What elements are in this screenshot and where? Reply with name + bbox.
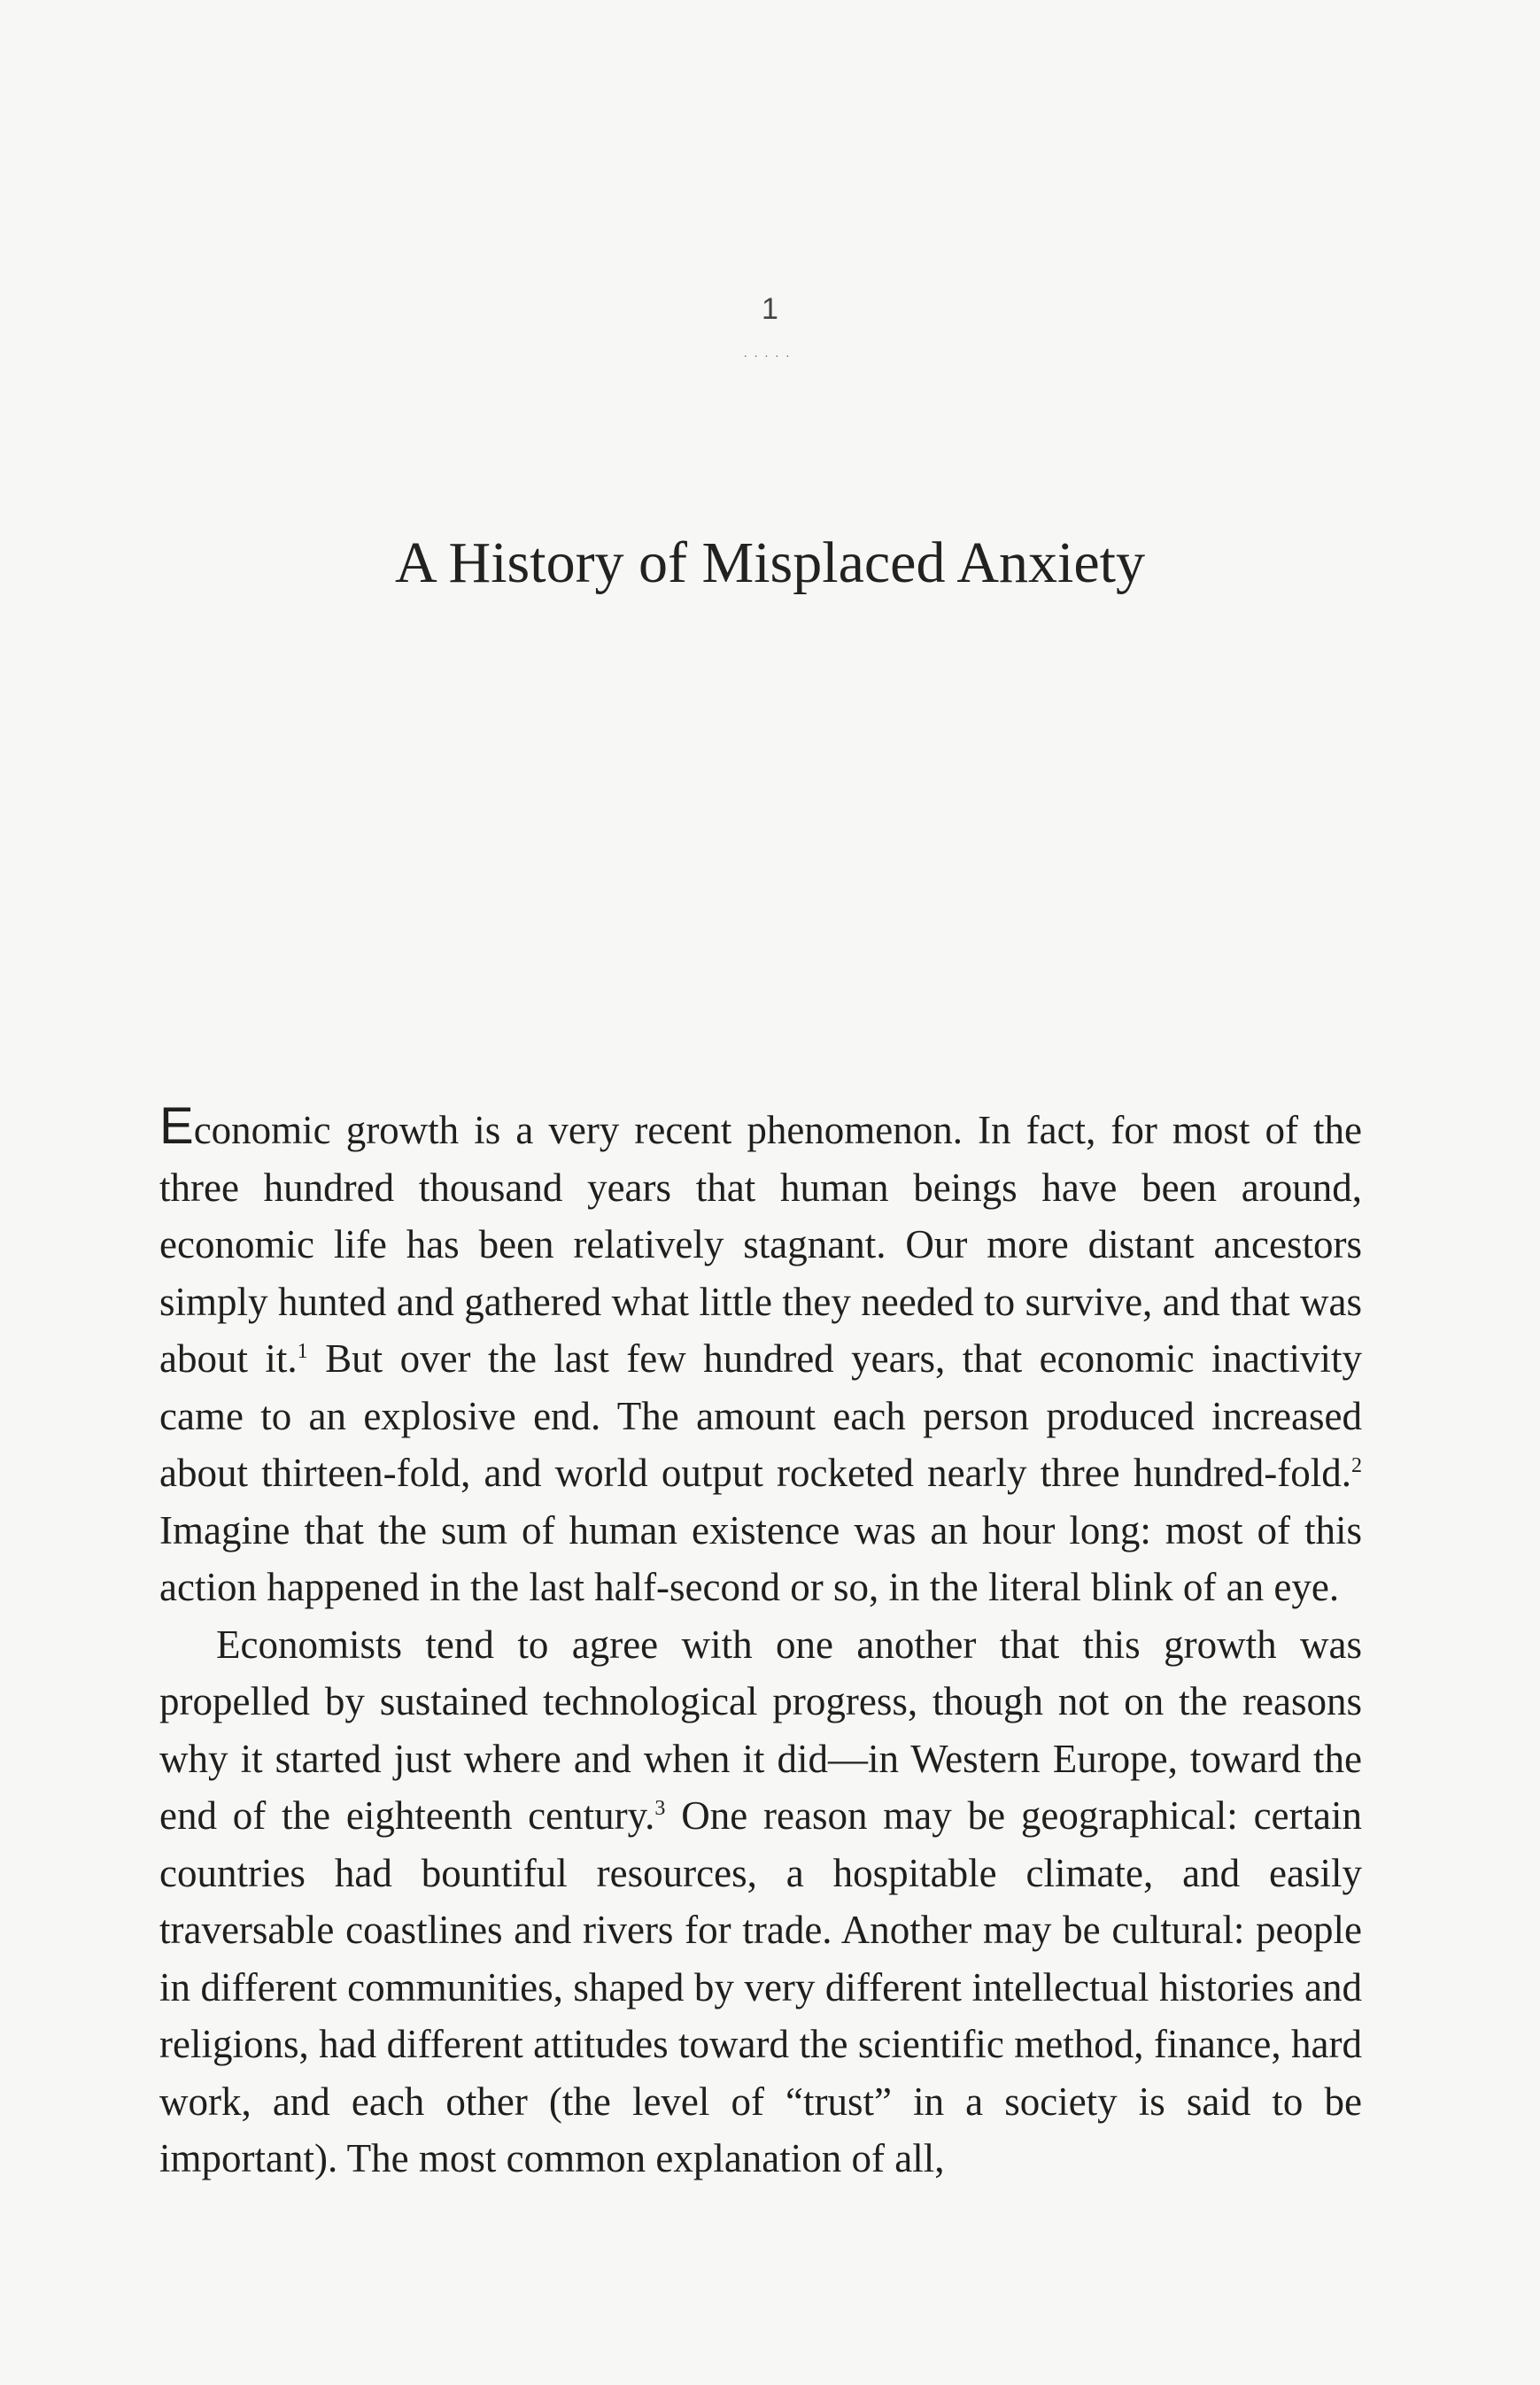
chapter-title: A History of Misplaced Anxiety: [395, 530, 1145, 595]
footnote-ref-1: 1: [297, 1340, 308, 1363]
paragraph-1-sentence-1: conomic growth is a very recent phenomenon. In fact, for most of the three hundred thousand years that human beings have been around, economic life has been relatively stagnant. Our more distant ancestors simply hunted and gathered what little they needed to survive, and that was about it.: [159, 1108, 1362, 1381]
chapter-number: 1: [762, 292, 778, 326]
paragraph-2-sentence-2: One reason may be geographical: certain countries had bountiful resources, a hospitable climate, and easily traversable coastlines and rivers for trade. Another may be cultural: people in different communities, shaped by very different intellectual histories and religions, had different attitudes toward the scientific method, finance, hard work, and each other (the level of “trust” in a society is said to be important). The most common explanation of all,: [159, 1793, 1362, 2180]
paragraph-1: [159, 1097, 1362, 1616]
footnote-ref-3: 3: [654, 1797, 666, 1820]
paragraph-2: [159, 1616, 1362, 2188]
paragraph-2-sentence-1: Economists tend to agree with one another that this growth was propelled by sustained technological progress, though not on the reasons why it started just where and when it did—in Western Europe, toward the end of the eighteenth century.: [159, 1622, 1362, 1838]
body-text: [159, 1097, 1362, 2188]
chapter-ornament: .....: [743, 345, 797, 360]
paragraph-1-sentence-2: But over the last few hundred years, that economic inactivity came to an explosive end. The amount each person produced increased about thirteen-fold, and world output rocketed nearly three hundred-fold.: [159, 1336, 1362, 1495]
footnote-ref-2: 2: [1351, 1454, 1362, 1477]
paragraph-1-sentence-3: Imagine that the sum of human existence was an hour long: most of this action happened in the last half-second or so, in the literal blink of an eye.: [159, 1507, 1362, 1609]
drop-cap: E: [159, 1097, 194, 1155]
